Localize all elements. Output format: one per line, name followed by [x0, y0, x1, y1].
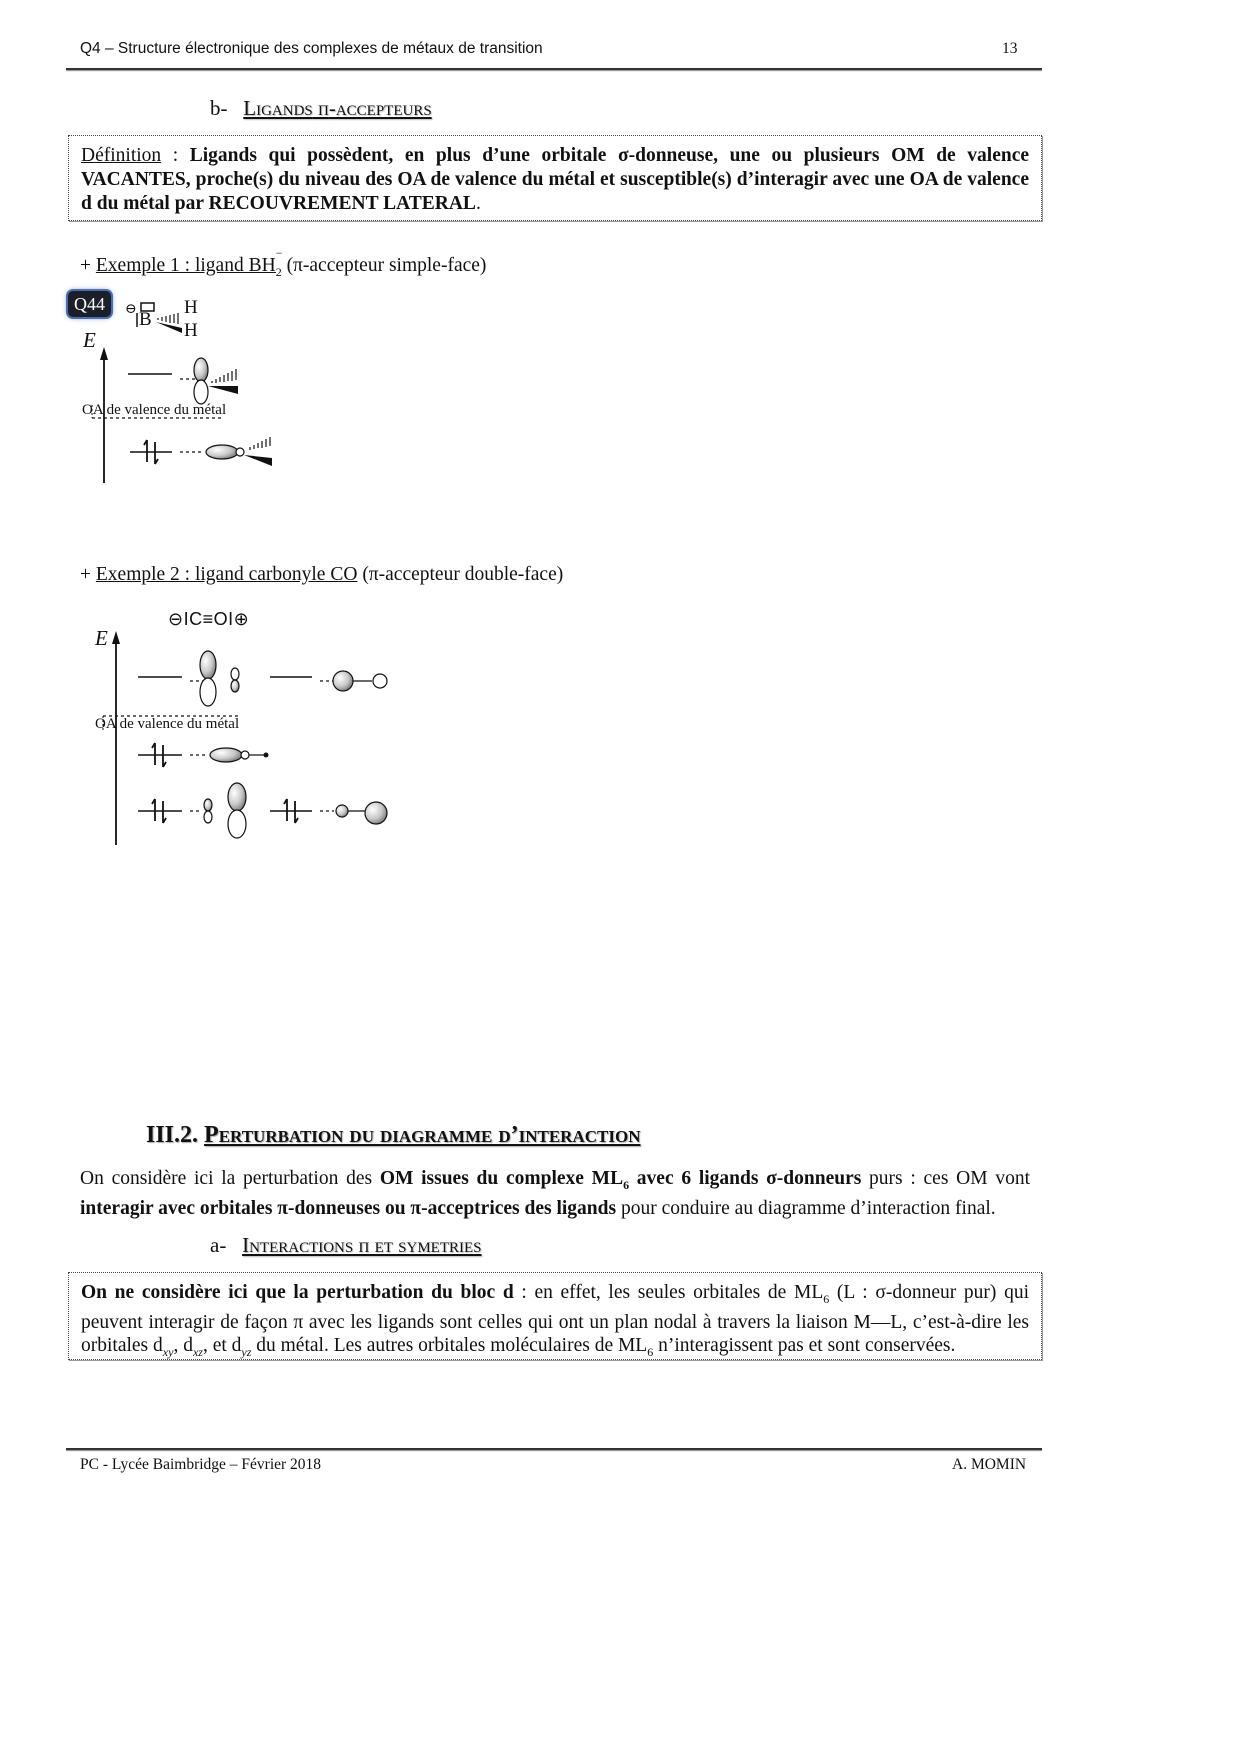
section-b-marker: b- [210, 96, 228, 120]
sp2-orbital [206, 445, 238, 459]
ex2-oa-label: OA de valence du métal [95, 716, 240, 732]
section-a-heading [210, 1233, 482, 1258]
hashed-wedge [158, 313, 178, 324]
intro-paragraph: On considère ici la perturbation des OM issues du complexe $ML_6$ avec 6 ligands σ-donneurs purs : ces OM vont interagir avec orbitales π-donneuses ou π-acceptrices des ligands pour conduire au diagramme d’interaction final. [80, 1168, 1030, 1219]
page-number: 13 [1002, 40, 1018, 57]
header-title: Q4 – Structure électronique des complexes de métaux de transition [80, 40, 543, 57]
hydrogen-label-2: H [184, 320, 198, 341]
example2-diagram [103, 631, 387, 845]
boron-label: B [139, 309, 152, 330]
section-a-marker: a- [210, 1233, 227, 1257]
minus-sign-icon: ⊖ [125, 302, 137, 317]
example2-heading: + Exemple 2 : ligand carbonyle CO (π-accepteur double-face) [80, 564, 564, 585]
energy-label-2: E [95, 626, 108, 650]
p-orbital-upper-lobe [194, 358, 208, 382]
ex1-oa-label: OA de valence du métal [82, 402, 227, 418]
section-III2-title: Perturbation du diagramme d’interaction [204, 1122, 641, 1148]
co-formula: ⊖IC≡OI⊕ [168, 609, 250, 629]
section-a-title: Interactions π et symetries [242, 1233, 482, 1257]
example2-label: Exemple 2 : ligand carbonyle CO [95, 564, 358, 585]
example1-label: Exemple 1 : ligand $BH_2$ − [95, 246, 283, 279]
definition-label: Définition [81, 145, 162, 166]
section-b-title: Ligands π-accepteurs [243, 96, 432, 120]
section-III2-number: III.2. [146, 1122, 199, 1148]
footer-left: PC - Lycée Baimbridge – Février 2018 [80, 1456, 322, 1473]
definition-box: Définition : Ligands qui possèdent, en plus d’une orbitale σ-donneuse, une ou plusieurs OM de valence VACANTES, proche(s) du niveau des OA de valence du métal et susceptible(s) d’interagir avec une OA de valence d du métal par RECOUVREMENT LATERAL. [68, 135, 1042, 221]
energy-label-1: E [83, 328, 96, 352]
footer-rule [66, 1448, 1042, 1450]
q44-badge[interactable]: Q44 [68, 291, 111, 317]
section-III2-heading [146, 1122, 640, 1149]
definition-text: Ligands qui possèdent, en plus d’une orbitale σ-donneuse, une ou plusieurs OM de valence VACANTES, proche(s) du niveau des OA de valence du métal et susceptible(s) d’interagir avec une OA de valence d du métal par RECOUVREMENT LATERAL [81, 145, 1029, 214]
footer-right: A. MOMIN [952, 1456, 1027, 1473]
example1-heading: + Exemple 1 : ligand $BH_2$ − (π-accepteur simple-face) [80, 246, 487, 279]
hydrogen-label-1: H [184, 297, 198, 318]
p-orbital-lower-lobe [194, 380, 208, 404]
symmetry-box: On ne considère ici que la perturbation du bloc d : en effet, les seules orbitales de $ML_6$ (L : σ-donneur pur) qui peuvent interagir de façon π avec les ligands sont celles qui ont un plan nodal à travers la liaison M—L, c’est-à-dire les orbitales $d_{xy}$, $d_{xz}$, et $d_{yz}$ du métal. Les autres orbitales moléculaires de $ML_6$ n’interagissent pas et sont conservées. [68, 1272, 1042, 1360]
